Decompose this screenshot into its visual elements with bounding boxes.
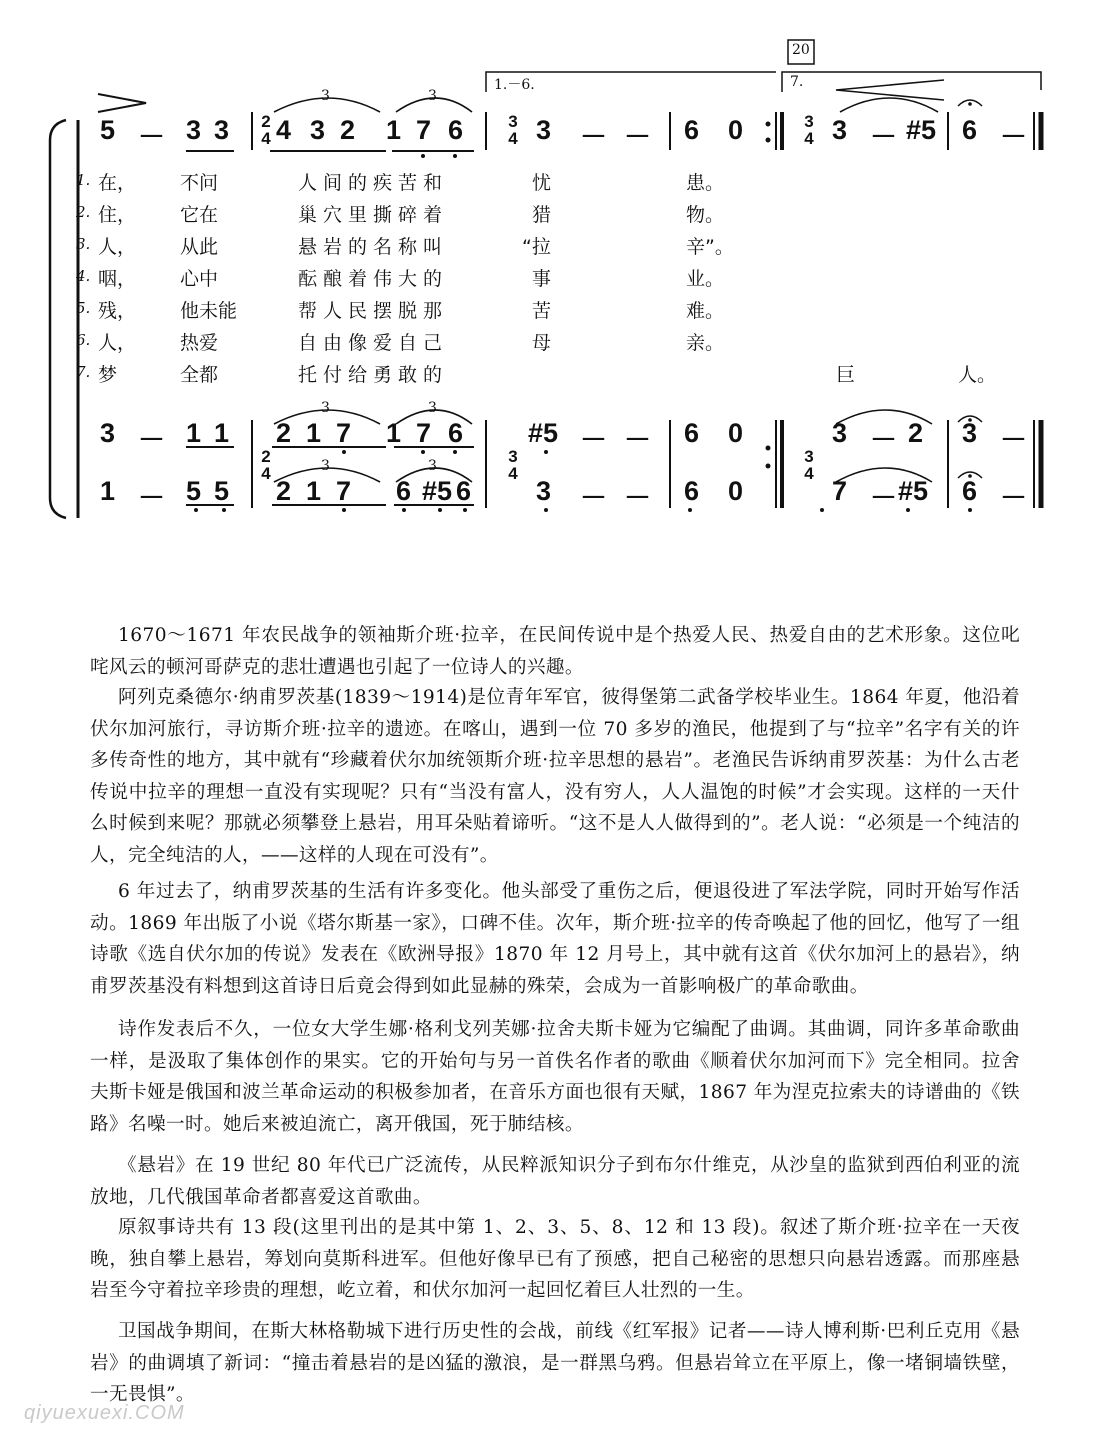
note: 3 <box>214 115 230 145</box>
triplet-mark: 3 <box>321 458 330 474</box>
note: 6 <box>396 476 412 506</box>
note: 5 <box>186 476 202 506</box>
note: #5 <box>898 476 929 506</box>
dash: － <box>624 483 651 513</box>
triplet-mark: 3 <box>321 88 330 104</box>
note: 1 <box>386 115 402 145</box>
note: 1 <box>186 418 202 448</box>
note: 2 <box>908 418 924 448</box>
paragraph: 《悬岩》在 19 世纪 80 年代已广泛流传，从民粹派知识分子到布尔什维克，从沙皇的监狱到西伯利亚的流放地，几代俄国革命者都喜爱这首歌曲。 <box>90 1155 1020 1208</box>
dash: － <box>624 122 651 152</box>
rest: 0 <box>728 476 744 506</box>
triplet-mark: 3 <box>428 458 437 474</box>
dash: － <box>580 425 607 455</box>
melody-slurs <box>274 98 938 112</box>
dash: － <box>138 122 165 152</box>
note: 5 <box>100 115 116 145</box>
paragraph: 诗作发表后不久，一位女大学生娜·格利戈列芙娜·拉舍夫斯卡娅为它编配了曲调。其曲调，同许多革命歌曲一样，是汲取了集体创作的果实。它的开始句与另一首佚名作者的歌曲《顺着伏尔加河而下》完全相同。拉舍夫斯卡娅是俄国和波兰革命运动的积极参加者，在音乐方面也很有天赋，1867 年为涅克拉索夫的诗谱曲的《铁路》名噪一时。她后来被迫流亡，离开俄国，死于肺结核。 <box>90 1019 1020 1135</box>
dash: － <box>870 425 897 455</box>
dash: － <box>870 483 897 513</box>
rehearsal-mark: 20 <box>792 42 810 58</box>
crescendo-hairpin <box>836 80 944 100</box>
note: #5 <box>528 418 559 448</box>
watermark-text: qiyuexuexi.COM <box>24 1402 185 1424</box>
dash: － <box>1000 483 1027 513</box>
paragraph: 6 年过去了，纳甫罗茨基的生活有许多变化。他头部受了重伤之后，便退役进了军法学院，同时开始写作活动。1869 年出版了小说《塔尔斯基一家》，口碑不佳。次年，斯介班·拉辛的传奇唤起了他的回忆，他写了一组诗歌《选自伏尔加的传说》发表在《欧洲导报》1870 年 12 月号上，其中就有这首《伏尔加河上的悬岩》，纳甫罗茨基没有料想到这首诗日后竟会得到如此显赫的殊荣，会成为一首影响极广的革命歌曲。 <box>90 881 1020 997</box>
note: 7 <box>336 476 352 506</box>
note: 1 <box>386 418 402 448</box>
note: 2 <box>276 418 292 448</box>
note: 7 <box>336 418 352 448</box>
dash: － <box>870 122 897 152</box>
note: 7 <box>416 115 432 145</box>
ending2-label: 7. <box>790 74 804 90</box>
note: 3 <box>536 115 552 145</box>
note: 6 <box>684 115 700 145</box>
ending2-bracket <box>782 72 1041 92</box>
time-signature: 3 4 <box>804 112 814 148</box>
note: 3 <box>536 476 552 506</box>
rest: 0 <box>728 418 744 448</box>
dash: － <box>138 425 165 455</box>
time-signature: 3 4 <box>508 112 518 148</box>
time-signature: 3 4 <box>804 447 814 483</box>
note: 3 <box>832 418 848 448</box>
note: 6 <box>456 476 472 506</box>
note: 3 <box>310 115 326 145</box>
note: 2 <box>340 115 356 145</box>
note: #5 <box>422 476 453 506</box>
note: 4 <box>276 115 292 145</box>
repeat-dots <box>766 122 771 469</box>
system-brace <box>50 120 66 518</box>
note: 2 <box>276 476 292 506</box>
note: 1 <box>100 476 116 506</box>
dash: － <box>1000 122 1027 152</box>
note: 3 <box>186 115 202 145</box>
note: 3 <box>100 418 116 448</box>
paragraph: 1670～1671 年农民战争的领袖斯介班·拉辛，在民间传说中是个热爱人民、热爱自由的艺术形象。这位叱咤风云的顿河哥萨克的悲壮遭遇也引起了一位诗人的兴趣。 <box>90 625 1020 678</box>
note: 5 <box>214 476 230 506</box>
time-signature: 2 4 <box>261 447 271 483</box>
time-signature: 2 4 <box>261 112 271 148</box>
dash: － <box>580 122 607 152</box>
note: 7 <box>416 418 432 448</box>
ending1-label: 1.－6. <box>494 77 535 93</box>
accent-mark <box>98 94 146 112</box>
note: 1 <box>214 418 230 448</box>
dash: － <box>1000 425 1027 455</box>
note: 7 <box>832 476 848 506</box>
rest: 0 <box>728 115 744 145</box>
note: 3 <box>962 418 978 448</box>
note: 1 <box>306 476 322 506</box>
dash: － <box>138 483 165 513</box>
paragraph: 卫国战争期间，在斯大林格勒城下进行历史性的会战，前线《红军报》记者——诗人博利斯·巴利丘克用《悬岩》的曲调填了新词：“撞击着悬岩的是凶猛的激浪，是一群黑乌鸦。但悬岩耸立在平原上，像一堵铜墙铁壁，一无畏惧”。 <box>90 1321 1020 1406</box>
note: 1 <box>306 418 322 448</box>
dash: － <box>580 483 607 513</box>
time-signature: 3 4 <box>508 447 518 483</box>
note: 6 <box>448 418 464 448</box>
paragraph: 阿列克桑德尔·纳甫罗茨基(1839～1914)是位青年军官，彼得堡第二武备学校毕业生。1864 年夏，他沿着伏尔加河旅行，寻访斯介班·拉辛的遗迹。在喀山，遇到一位 70 多岁的渔民，他提到了与“拉辛”名字有关的许多传奇性的地方，其中就有“珍藏着伏尔加统领斯介班·拉辛思想的悬岩”。老渔民告诉纳甫罗茨基：为什么古老传说中拉辛的理想一直没有实现呢？只有“当没有富人，没有穷人，人人温饱的时候”才会实现。这样的一天什么时候到来呢？那就必须攀登上悬岩，用耳朵贴着谛听。“这不是人人做得到的”。老人说：“必须是一个纯洁的人，完全纯洁的人，——这样的人现在可没有”。 <box>90 687 1020 866</box>
note: 3 <box>832 115 848 145</box>
note: 6 <box>684 476 700 506</box>
note: 6 <box>962 476 978 506</box>
triplet-mark: 3 <box>428 88 437 104</box>
note: 6 <box>448 115 464 145</box>
dash: － <box>624 425 651 455</box>
note: 6 <box>684 418 700 448</box>
note: #5 <box>906 115 937 145</box>
triplet-mark: 3 <box>321 400 330 416</box>
paragraph: 原叙事诗共有 13 段(这里刊出的是其中第 1、2、3、5、8、12 和 13 段)。叙述了斯介班·拉辛在一天夜晚，独自攀上悬岩，筹划向莫斯科进军。但他好像早已有了预感，把自己秘密的思想只向悬岩透露。而那座悬岩至今守着拉辛珍贵的理想，屹立着，和伏尔加河一起回忆着巨人壮烈的一生。 <box>90 1217 1020 1302</box>
triplet-mark: 3 <box>428 400 437 416</box>
note: 6 <box>962 115 978 145</box>
